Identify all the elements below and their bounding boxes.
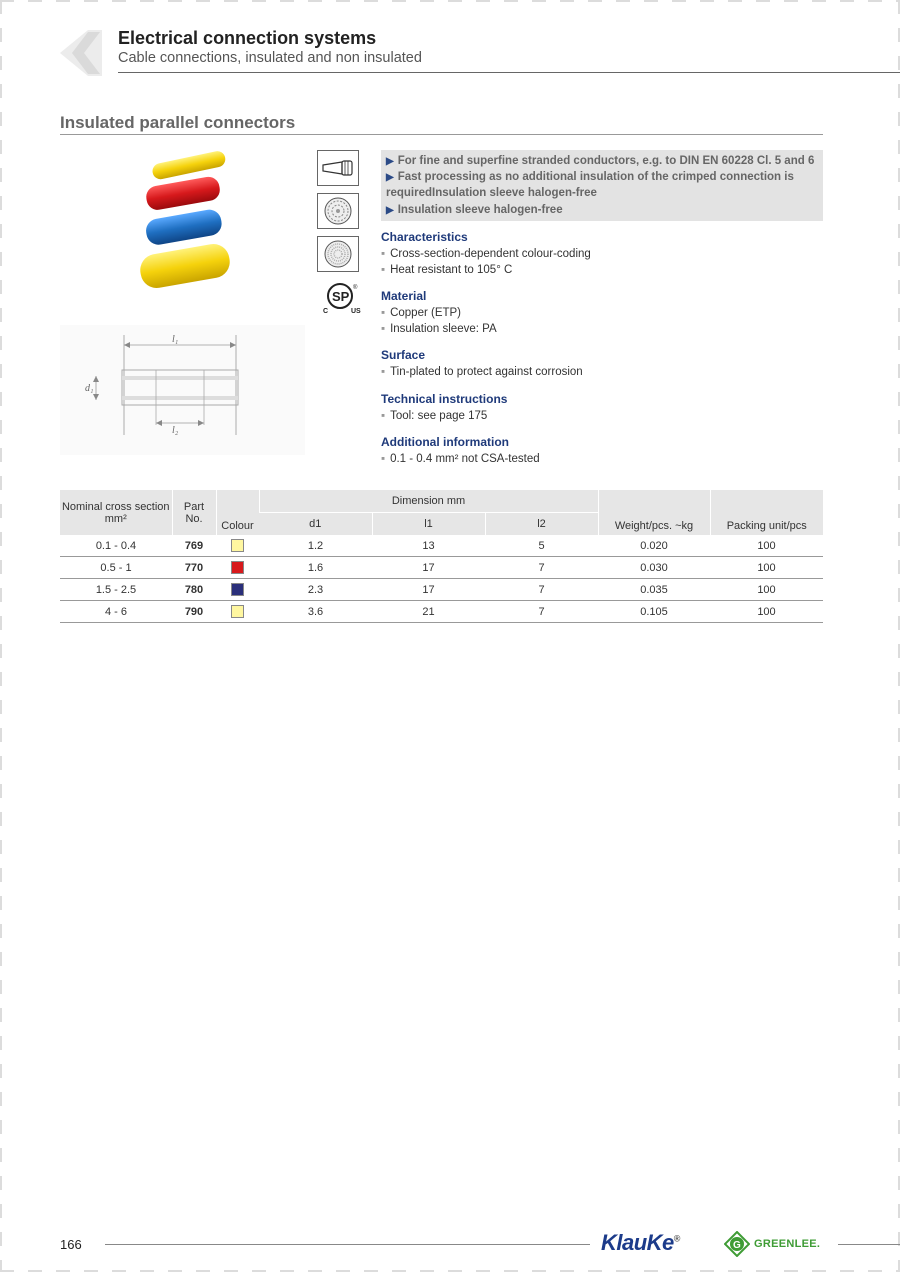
cell-colour [216, 557, 259, 579]
col-header-dimension: Dimension mm [259, 490, 598, 513]
triangle-right-icon: ▶ [386, 205, 394, 216]
col-header-d1: d1 [259, 513, 372, 536]
drawing-label-l1: l₁ [172, 334, 179, 345]
info-heading: Material [381, 289, 427, 303]
cell-cross-section: 1.5 - 2.5 [60, 579, 172, 601]
section-title: Insulated parallel connectors [60, 113, 296, 132]
cell-l2: 7 [485, 601, 598, 623]
col-header-l2: l2 [485, 513, 598, 536]
cell-part-no: 780 [172, 579, 216, 601]
cell-cross-section: 4 - 6 [60, 601, 172, 623]
page-header-subtitle: Cable connections, insulated and non insulated [118, 50, 422, 66]
cell-part-no: 770 [172, 557, 216, 579]
cell-colour [216, 579, 259, 601]
drawing-label-l2: l₂ [172, 425, 179, 436]
cell-l1: 17 [372, 579, 485, 601]
info-block-technical [381, 390, 821, 433]
info-heading: Surface [381, 348, 426, 362]
connector-pictogram-icon [317, 150, 359, 186]
greenlee-logo: GREENLEE. [754, 1238, 821, 1250]
colour-swatch [231, 539, 244, 552]
csa-certification-icon [320, 280, 364, 316]
cell-weight: 0.020 [598, 535, 710, 557]
cell-cross-section: 0.5 - 1 [60, 557, 172, 579]
page-border-left [0, 0, 2, 1272]
feature-item: ▶ Insulation sleeve halogen-free [386, 204, 563, 216]
csa-mark-text: SP [332, 289, 350, 304]
chevron-left-icon [58, 30, 102, 76]
cell-packing: 100 [710, 557, 823, 579]
cell-l1: 13 [372, 535, 485, 557]
cell-part-no: 790 [172, 601, 216, 623]
connector-product-image [130, 148, 240, 293]
info-item: ▪ Heat resistant to 105° C [381, 264, 513, 276]
cell-weight: 0.105 [598, 601, 710, 623]
colour-swatch [231, 583, 244, 596]
info-heading: Technical instructions [381, 392, 508, 406]
cell-l2: 7 [485, 557, 598, 579]
col-header-weight: Weight/pcs. ~kg [598, 490, 710, 535]
feature-item: ▶ For fine and superfine stranded conductors, e.g. to DIN EN 60228 Cl. 5 and 6 [386, 155, 815, 167]
table-row [60, 579, 823, 601]
greenlee-logo-icon [724, 1231, 750, 1257]
page-header-title: Electrical connection systems [118, 28, 377, 48]
feature-item: ▶ Fast processing as no additional insulation of the crimped connection is [386, 171, 794, 183]
info-item: ▪ Tool: see page 175 [381, 410, 488, 422]
colour-swatch [231, 605, 244, 618]
cell-l1: 17 [372, 557, 485, 579]
feature-item-continued: requiredInsulation sleeve halogen-free [386, 187, 597, 199]
cell-cross-section: 0.1 - 0.4 [60, 535, 172, 557]
footer-divider-right [838, 1244, 900, 1245]
drawing-label-d1: d₁ [85, 383, 94, 394]
colour-swatch [231, 561, 244, 574]
cell-colour [216, 601, 259, 623]
info-item: ▪ Copper (ETP) [381, 307, 462, 319]
fine-strand-conductor-icon [317, 193, 359, 229]
superfine-strand-conductor-icon [317, 236, 359, 272]
specification-table [60, 490, 823, 623]
info-item: ▪ Insulation sleeve: PA [381, 323, 497, 335]
info-heading: Additional information [381, 435, 509, 449]
footer-divider [105, 1244, 590, 1245]
klauke-logo: KlauKe® [601, 1230, 680, 1255]
cell-colour [216, 535, 259, 557]
triangle-right-icon: ▶ [386, 172, 394, 183]
cell-l2: 7 [485, 579, 598, 601]
csa-c-text: C [323, 308, 329, 315]
col-header-l1: l1 [372, 513, 485, 536]
dimension-drawing [60, 325, 305, 455]
info-block-material [381, 287, 821, 346]
info-item: ▪ 0.1 - 0.4 mm² not CSA-tested [381, 453, 540, 465]
cell-d1: 1.6 [259, 557, 372, 579]
cell-part-no: 769 [172, 535, 216, 557]
section-divider [60, 134, 823, 135]
info-heading: Characteristics [381, 230, 468, 244]
cell-packing: 100 [710, 535, 823, 557]
cell-weight: 0.030 [598, 557, 710, 579]
col-header-packing: Packing unit/pcs [710, 490, 823, 535]
cell-d1: 1.2 [259, 535, 372, 557]
cell-l1: 21 [372, 601, 485, 623]
col-header-part-no: Part No. [172, 490, 216, 535]
col-header-cross-section: Nominal cross section mm² [60, 490, 172, 535]
col-header-colour: Colour [216, 490, 259, 535]
cell-l2: 5 [485, 535, 598, 557]
product-info [381, 228, 821, 473]
cell-packing: 100 [710, 601, 823, 623]
info-block-surface [381, 346, 821, 390]
info-block-additional [381, 433, 821, 467]
info-item: ▪ Tin-plated to protect against corrosion [381, 366, 583, 378]
cell-d1: 3.6 [259, 601, 372, 623]
greenlee-mark-text: G [733, 1240, 741, 1251]
table-row [60, 557, 823, 579]
info-block-characteristics [381, 228, 821, 287]
csa-reg-text: ® [353, 285, 358, 291]
page-border-top [0, 0, 900, 2]
cell-packing: 100 [710, 579, 823, 601]
info-item: ▪ Cross-section-dependent colour-coding [381, 248, 591, 260]
table-row [60, 535, 823, 557]
cell-d1: 2.3 [259, 579, 372, 601]
csa-us-text: US [351, 308, 361, 315]
header-divider [118, 72, 900, 73]
page-number: 166 [60, 1237, 82, 1252]
triangle-right-icon: ▶ [386, 156, 394, 167]
table-row [60, 601, 823, 623]
cell-weight: 0.035 [598, 579, 710, 601]
features-box [381, 150, 823, 221]
